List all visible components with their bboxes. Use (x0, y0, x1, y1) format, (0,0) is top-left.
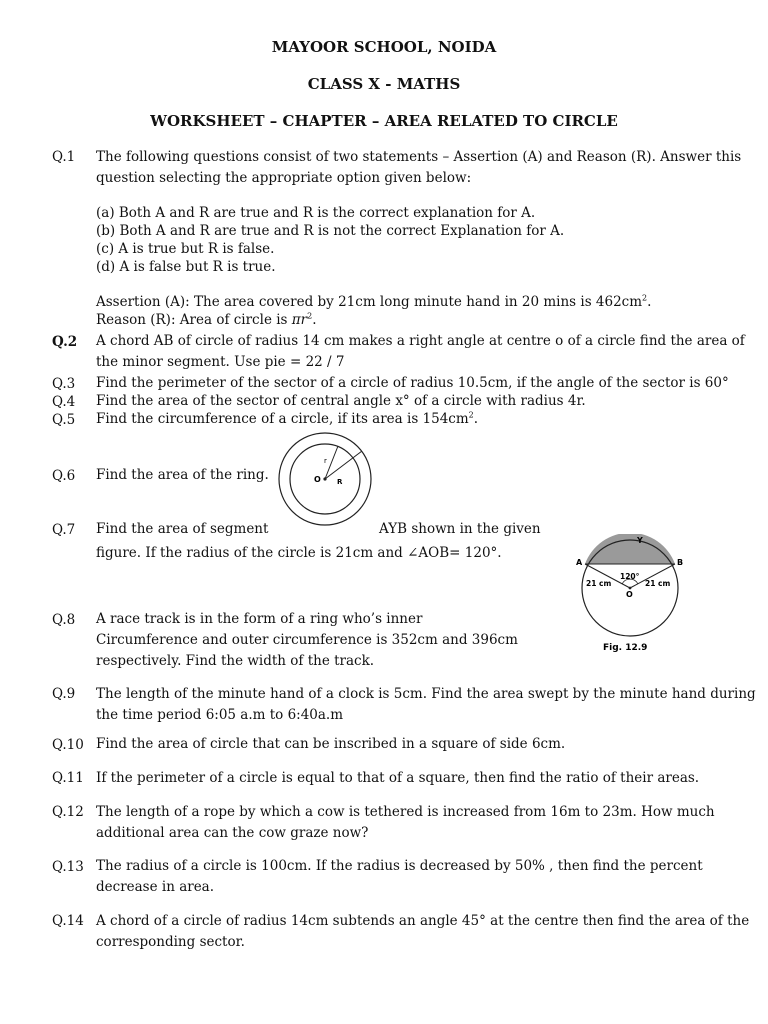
q12-line2: additional area can the cow graze now? (96, 825, 369, 841)
q5-line (96, 409, 478, 430)
worksheet-title: WORKSHEET – CHAPTER – AREA RELATED TO CIRCLE (150, 112, 618, 130)
q8-line3: respectively. Find the width of the track. (96, 653, 375, 669)
q2-line1: A chord AB of circle of radius 14 cm makes a right angle at centre o of a circle find the area of (96, 333, 745, 349)
q13-line1: The radius of a circle is 100cm. If the radius is decreased by 50% , then find the percent (96, 858, 703, 874)
q9-line2: the time period 6:05 a.m to 6:40a.m (96, 707, 344, 723)
q7-line1b: AYB shown in the given (379, 521, 541, 537)
q1-reason-formula: πr (291, 312, 308, 328)
segment-label-right: 21 cm (645, 579, 671, 588)
q7-line1a: Find the area of segment (96, 521, 269, 537)
q12-number: Q.12 (52, 804, 84, 820)
q8-line2: Circumference and outer circumference is 352cm and 396cm (96, 632, 518, 648)
q6-text: Find the area of the ring. (96, 467, 269, 483)
segment-shaded (585, 534, 675, 564)
q1-assertion-text: Assertion (A): The area covered by 21cm long minute hand in 20 mins is 462cm (96, 294, 643, 310)
q1-reason-text: Reason (R): Area of circle is (96, 312, 292, 328)
q10-text: Find the area of circle that can be inscribed in a square of side 6cm. (96, 736, 566, 752)
segment-label-angle: 120° (620, 572, 640, 581)
segment-figure (570, 534, 690, 656)
q5-end: . (473, 411, 479, 427)
q14-line2: corresponding sector. (96, 934, 245, 950)
q12-line1: The length of a rope by which a cow is tethered is increased from 16m to 23m. How much (96, 804, 715, 820)
segment-label-b: B (677, 558, 684, 567)
q13-line2: decrease in area. (96, 879, 215, 895)
q14-number: Q.14 (52, 913, 84, 929)
q9-number: Q.9 (52, 686, 76, 702)
q1-option-a: (a) Both A and R are true and R is the correct explanation for A. (96, 205, 536, 221)
q7-number: Q.7 (52, 522, 76, 538)
q1-reason-sup: 2 (307, 311, 313, 321)
q1-reason (96, 310, 316, 331)
school-name: MAYOOR SCHOOL, NOIDA (271, 38, 497, 56)
q1-line1: The following questions consist of two statements – Assertion (A) and Reason (R). Answer this (96, 149, 742, 165)
q3-number: Q.3 (52, 376, 76, 392)
q1-line2: question selecting the appropriate option given below: (96, 170, 472, 186)
q5-text: Find the circumference of a circle, if its area is 154cm (96, 411, 469, 427)
segment-caption: Fig. 12.9 (603, 643, 648, 653)
q1-option-d: (d) A is false but R is true. (96, 259, 276, 275)
ring-inner-label: r (324, 457, 327, 465)
q1-option-b: (b) Both A and R are true and R is not the correct Explanation for A. (96, 223, 565, 239)
q5-sup: 2 (468, 410, 474, 420)
segment-center-dot (629, 587, 632, 590)
q13-number: Q.13 (52, 859, 84, 875)
q11-text: If the perimeter of a circle is equal to that of a square, then find the ratio of their areas. (96, 770, 700, 786)
q11-number: Q.11 (52, 770, 84, 786)
segment-label-o: O (626, 590, 633, 599)
q1-assertion-sup: 2 (642, 293, 648, 303)
class-title: CLASS X - MATHS (307, 75, 461, 93)
q1-number: Q.1 (52, 149, 76, 165)
segment-label-left: 21 cm (586, 579, 612, 588)
q4-text: Find the area of the sector of central angle x° of a circle with radius 4r. (96, 393, 586, 409)
q3-text: Find the perimeter of the sector of a circle of radius 10.5cm, if the angle of the sector is 60° (96, 375, 729, 391)
q7-line2: figure. If the radius of the circle is 21cm and ∠AOB= 120°. (96, 545, 502, 561)
q8-number: Q.8 (52, 612, 76, 628)
q6-number: Q.6 (52, 468, 76, 484)
q10-number: Q.10 (52, 737, 84, 753)
q2-line2: the minor segment. Use pie = 22 / 7 (96, 354, 345, 370)
ring-center-dot (323, 477, 326, 480)
ring-center-label: O (314, 475, 321, 484)
ring-figure (276, 430, 374, 528)
q1-option-c: (c) A is true but R is false. (96, 241, 275, 257)
q4-number: Q.4 (52, 394, 76, 410)
ring-outer-label: R (337, 478, 343, 486)
q9-line1: The length of the minute hand of a clock is 5cm. Find the area swept by the minute hand during (96, 686, 756, 702)
q5-number: Q.5 (52, 412, 76, 428)
q14-line1: A chord of a circle of radius 14cm subtends an angle 45° at the centre then find the area of the (96, 913, 750, 929)
q1-assertion-end: . (647, 294, 652, 310)
q8-line1: A race track is in the form of a ring who’s inner (96, 611, 423, 627)
q2-number: Q.2 (52, 334, 78, 350)
segment-label-a: A (576, 558, 583, 567)
q1-reason-end: . (312, 312, 317, 328)
segment-label-y: Y (637, 536, 643, 545)
